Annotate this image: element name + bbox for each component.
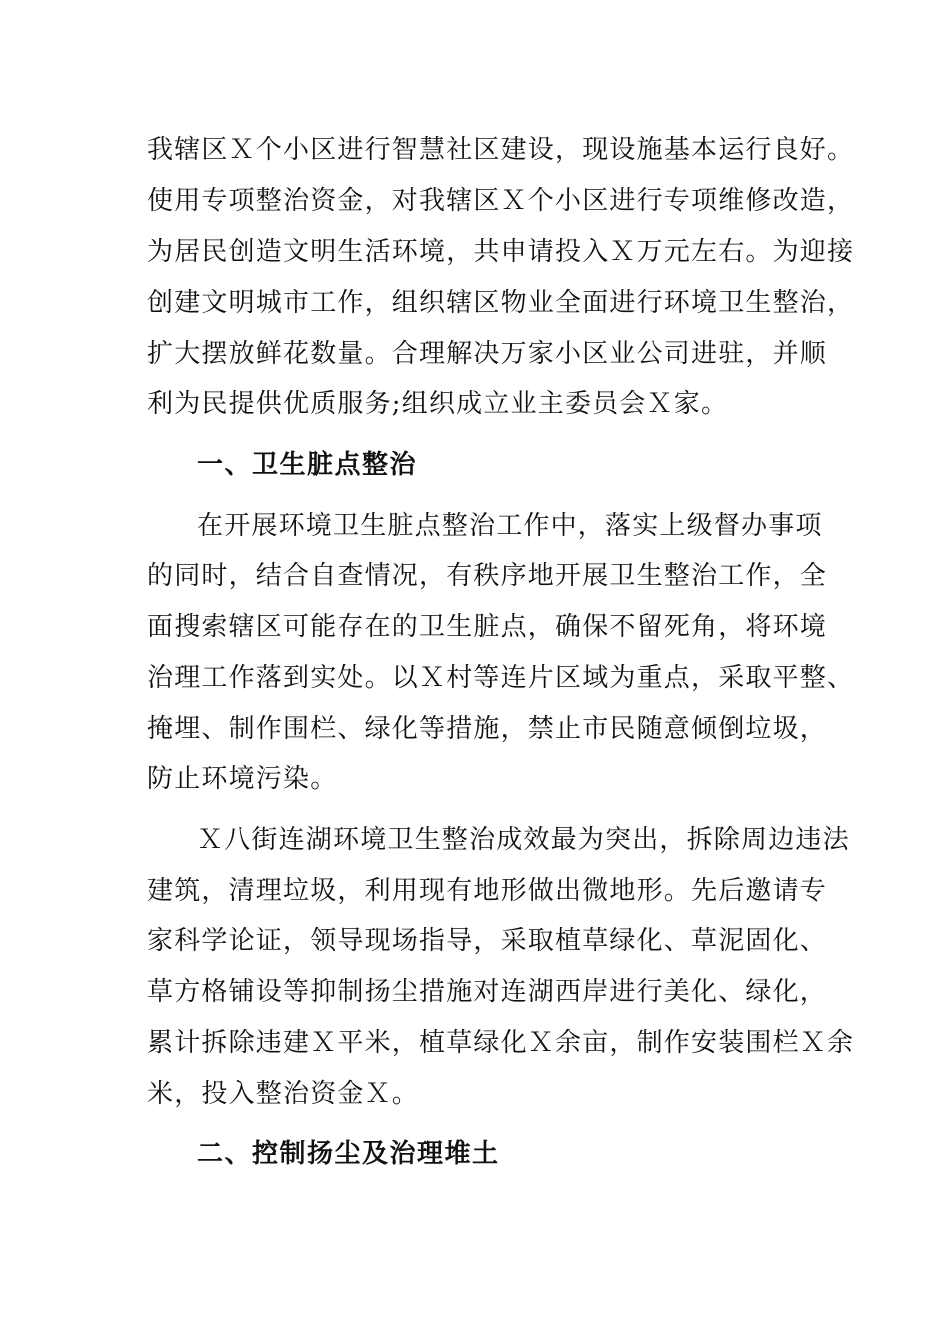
paragraph-line: 家科学论证，领导现场指导，采取植草绿化、草泥固化、 (147, 926, 828, 956)
paragraph-line: 我辖区Ｘ个小区进行智慧社区建设，现设施基本运行良好。 (147, 135, 855, 165)
paragraph-line: 使用专项整治资金，对我辖区Ｘ个小区进行专项维修改造， (147, 186, 855, 216)
paragraph-line: 面搜索辖区可能存在的卫生脏点，确保不留死角，将环境 (147, 612, 828, 642)
paragraph-line: 治理工作落到实处。以Ｘ村等连片区域为重点，采取平整、 (147, 663, 855, 693)
paragraph-line: 防止环境污染。 (147, 764, 338, 794)
paragraph-line: 草方格铺设等抑制扬尘措施对连湖西岸进行美化、绿化， (147, 977, 828, 1007)
paragraph-line: 的同时，结合自查情况，有秩序地开展卫生整治工作，全 (147, 561, 828, 591)
paragraph-line: 扩大摆放鲜花数量。合理解决万家小区业公司进驻，并顺 (147, 339, 828, 369)
paragraph-line: 累计拆除违建Ｘ平米，植草绿化Ｘ余亩，制作安装围栏Ｘ余 (147, 1028, 855, 1058)
paragraph-line: 创建文明城市工作，组织辖区物业全面进行环境卫生整治， (147, 288, 855, 318)
paragraph-line: 米，投入整治资金Ｘ。 (147, 1079, 420, 1109)
section-heading-1: 一、卫生脏点整治 (197, 450, 418, 480)
section-heading-2: 二、控制扬尘及治理堆土 (197, 1139, 500, 1169)
paragraph-line: Ｘ八街连湖环境卫生整治成效最为突出，拆除周边违法 (197, 825, 850, 855)
paragraph-line: 掩埋、制作围栏、绿化等措施，禁止市民随意倾倒垃圾， (147, 714, 828, 744)
paragraph-line: 在开展环境卫生脏点整治工作中，落实上级督办事项 (197, 511, 823, 541)
paragraph-line: 利为民提供优质服务;组织成立业主委员会Ｘ家。 (147, 389, 729, 419)
paragraph-line: 建筑，清理垃圾，利用现有地形做出微地形。先后邀请专 (147, 876, 828, 906)
paragraph-line: 为居民创造文明生活环境，共申请投入Ｘ万元左右。为迎接 (147, 237, 855, 267)
